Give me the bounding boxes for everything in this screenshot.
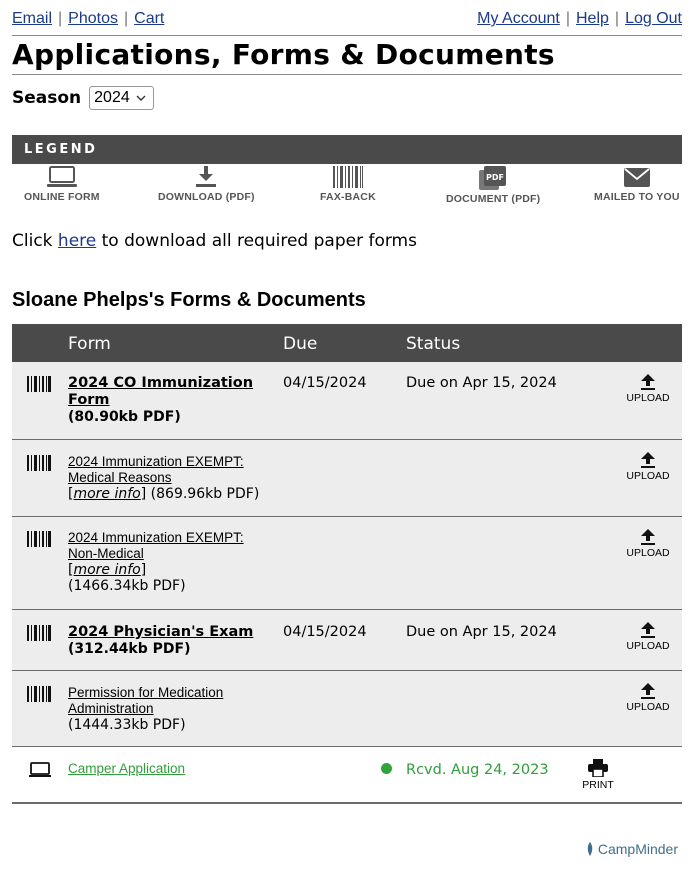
legend-label: DOCUMENT (PDF) <box>446 193 541 205</box>
more-info <box>68 486 146 502</box>
season-value: 2024 <box>94 89 130 106</box>
form-title-line: 2024 Immunization EXEMPT: <box>68 454 244 469</box>
print-button[interactable] <box>575 759 621 791</box>
divider <box>12 35 682 36</box>
laptop-icon <box>29 762 51 778</box>
photos-link[interactable]: Photos <box>68 10 118 27</box>
nav-separator: | <box>58 10 63 27</box>
form-title-link[interactable] <box>68 454 244 485</box>
upload-label: UPLOAD <box>626 470 670 482</box>
bracket: [ <box>68 486 74 502</box>
form-title-line: Form <box>68 392 110 408</box>
click-text-after: to download all required paper forms <box>96 231 417 251</box>
upload-icon <box>640 452 656 468</box>
top-navigation <box>12 9 682 29</box>
form-cell <box>68 624 253 657</box>
upload-button[interactable] <box>625 374 671 404</box>
cart-link[interactable]: Cart <box>134 10 165 27</box>
topnav-right <box>477 9 682 29</box>
upload-button[interactable] <box>625 622 671 652</box>
form-cell <box>68 530 244 594</box>
season-label: Season <box>12 88 82 108</box>
download-icon <box>195 166 217 188</box>
barcode-icon <box>27 686 51 702</box>
form-size: (1444.33kb PDF) <box>68 717 186 733</box>
upload-icon <box>640 374 656 390</box>
legend-label: MAILED TO YOU <box>594 191 680 203</box>
form-size: (80.90kb PDF) <box>68 409 181 425</box>
nav-separator: | <box>123 10 129 27</box>
more-info-link[interactable]: more info <box>73 486 141 502</box>
received-status-dot <box>381 763 392 774</box>
status-text: Rcvd. Aug 24, 2023 <box>406 762 549 778</box>
form-title-link[interactable] <box>68 530 244 561</box>
table-row <box>12 517 682 610</box>
nav-separator: | <box>565 10 570 27</box>
pdf-document-icon <box>479 166 507 190</box>
upload-button[interactable] <box>625 452 671 482</box>
camper-application-link[interactable]: Camper Application <box>68 761 186 776</box>
legend-header: LEGEND <box>12 135 682 164</box>
form-title-link[interactable]: 2024 Physician's Exam <box>68 624 254 640</box>
form-title-line: 2024 Immunization EXEMPT: <box>68 530 244 545</box>
my-account-link[interactable]: My Account <box>477 10 560 27</box>
table-row <box>12 610 682 671</box>
upload-label: UPLOAD <box>626 547 670 559</box>
barcode-icon <box>27 625 51 641</box>
form-title-link[interactable] <box>68 685 223 716</box>
chevron-down-icon <box>136 93 146 103</box>
form-title-line: Medical Reasons <box>68 470 172 485</box>
upload-button[interactable] <box>625 529 671 559</box>
form-title-line: Administration <box>68 701 154 716</box>
envelope-icon <box>623 166 651 188</box>
column-header-status: Status <box>406 334 461 354</box>
click-text: Click <box>12 231 58 251</box>
forms-table <box>12 324 682 804</box>
table-row <box>12 747 682 804</box>
upload-label: UPLOAD <box>626 701 670 713</box>
status-text: Due on Apr 15, 2024 <box>406 375 557 391</box>
due-date: 04/15/2024 <box>283 624 367 640</box>
upload-icon <box>640 683 656 699</box>
upload-icon <box>640 529 656 545</box>
legend-mailed <box>594 166 680 203</box>
form-title-line: 2024 CO Immunization <box>68 375 254 391</box>
table-row <box>12 440 682 517</box>
log-out-link[interactable]: Log Out <box>625 10 682 27</box>
download-all-link[interactable]: here <box>57 231 97 251</box>
upload-label: UPLOAD <box>626 640 670 652</box>
form-cell <box>68 685 223 733</box>
legend-label: ONLINE FORM <box>24 191 100 203</box>
season-dropdown[interactable] <box>89 86 154 110</box>
svg-text:PDF: PDF <box>486 173 505 182</box>
divider <box>12 74 682 75</box>
email-link[interactable]: Email <box>12 10 53 27</box>
form-size: (312.44kb PDF) <box>68 641 191 657</box>
table-header <box>12 324 682 362</box>
brand-name: CampMinder <box>597 841 678 857</box>
form-cell <box>68 454 259 502</box>
legend-label: DOWNLOAD (PDF) <box>158 191 255 203</box>
table-row <box>12 362 682 440</box>
bracket: ] <box>140 486 147 502</box>
legend-document <box>446 166 540 205</box>
bracket: [ <box>68 562 74 578</box>
form-title-line: Non-Medical <box>68 546 144 561</box>
logo-mark-icon <box>585 842 595 856</box>
status-text: Due on Apr 15, 2024 <box>406 624 557 640</box>
print-label: PRINT <box>582 779 614 791</box>
more-info <box>68 562 146 578</box>
laptop-icon <box>47 166 77 188</box>
column-header-due: Due <box>283 334 318 354</box>
topnav-left <box>12 9 164 29</box>
form-size: (869.96kb PDF) <box>146 486 260 502</box>
season-selector <box>12 86 154 110</box>
table-row <box>12 671 682 747</box>
download-all-instructions <box>12 231 417 251</box>
form-cell <box>68 375 253 425</box>
barcode-icon <box>27 376 51 392</box>
barcode-icon <box>333 166 363 188</box>
legend-fax-back <box>320 166 376 203</box>
form-title-link[interactable] <box>68 375 253 408</box>
form-size: (1466.34kb PDF) <box>68 578 186 594</box>
form-title-line: Permission for Medication <box>68 685 224 700</box>
form-cell <box>68 761 185 777</box>
help-link[interactable]: Help <box>576 10 609 27</box>
legend <box>12 166 682 208</box>
legend-online-form <box>24 166 100 203</box>
legend-label: FAX-BACK <box>320 191 376 203</box>
printer-icon <box>588 759 608 777</box>
upload-label: UPLOAD <box>626 392 670 404</box>
section-title: Sloane Phelps's Forms & Documents <box>12 289 366 311</box>
upload-button[interactable] <box>625 683 671 713</box>
campminder-logo <box>585 841 678 857</box>
page-title: Applications, Forms & Documents <box>12 38 555 71</box>
legend-download <box>158 166 255 203</box>
due-date: 04/15/2024 <box>283 375 367 391</box>
barcode-icon <box>27 531 51 547</box>
column-header-form: Form <box>68 334 111 354</box>
more-info-link[interactable]: more info <box>73 562 141 578</box>
upload-icon <box>640 622 656 638</box>
barcode-icon <box>27 455 51 471</box>
bracket: ] <box>140 562 147 578</box>
nav-separator: | <box>614 10 620 27</box>
